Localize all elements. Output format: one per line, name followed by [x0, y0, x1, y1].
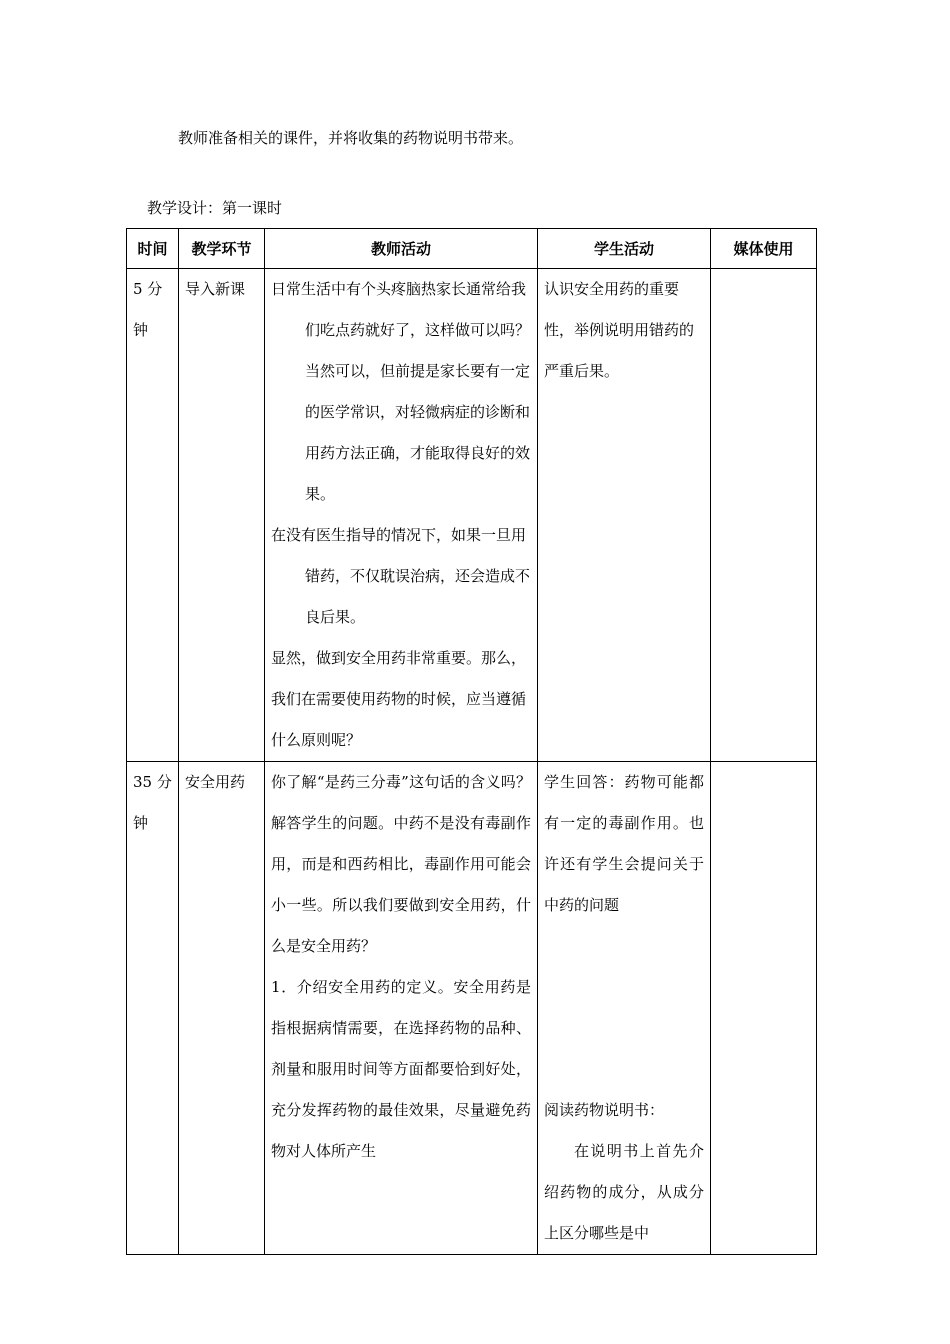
- header-media: 媒体使用: [711, 229, 817, 269]
- table-header-row: [127, 229, 817, 269]
- teacher-paragraph: 你了解“是药三分毒”这句话的含义吗？解答学生的问题。中药不是没有毒副作用，而是和西药相比，毒副作用可能会小一些。所以我们要做到安全用药，什么是安全用药？: [271, 773, 531, 955]
- teacher-paragraph: 1．介绍安全用药的定义。安全用药是指根据病情需要，在选择药物的品种、剂量和服用时间等方面都要恰到好处，充分发挥药物的最佳效果，尽量避免药物对人体所产生: [271, 978, 531, 1160]
- media-cell: [711, 269, 817, 762]
- table-row: [127, 762, 817, 1255]
- spacer: [544, 926, 704, 1090]
- time-cell: 5 分钟: [127, 269, 179, 762]
- student-activity-cell: [538, 269, 711, 762]
- teacher-activity-cell: [265, 762, 538, 1255]
- design-title: 教学设计：第一课时: [147, 199, 283, 217]
- teacher-paragraph: 显然，做到安全用药非常重要。那么，我们在需要使用药物的时候，应当遵循什么原则呢？: [271, 649, 527, 749]
- stage-cell: 安全用药: [179, 762, 265, 1255]
- student-paragraph: 在说明书上首先介绍药物的成分，从成分上区分哪些是中: [544, 1142, 704, 1242]
- teacher-paragraph: 日常生活中有个头疼脑热家长通常给我们吃点药就好了，这样做可以吗？当然可以，但前提是家长要有一定的医学常识，对轻微病症的诊断和用药方法正确，才能取得良好的效果。: [271, 280, 531, 503]
- student-paragraph: 阅读药物说明书：: [544, 1101, 665, 1119]
- preparation-text: 教师准备相关的课件，并将收集的药物说明书带来。: [178, 129, 524, 147]
- student-activity-cell: [538, 762, 711, 1255]
- header-time: 时间: [127, 229, 179, 269]
- time-cell: 35 分钟: [127, 762, 179, 1255]
- student-paragraph: 学生回答：药物可能都有一定的毒副作用。也许还有学生会提问关于中药的问题: [544, 773, 704, 914]
- table-row: [127, 269, 817, 762]
- student-paragraph: 认识安全用药的重要性，举例说明用错药的严重后果。: [544, 280, 695, 380]
- media-cell: [711, 762, 817, 1255]
- lesson-plan-table: [126, 228, 817, 1255]
- teacher-activity-cell: [265, 269, 538, 762]
- header-teacher-activity: 教师活动: [265, 229, 538, 269]
- stage-cell: 导入新课: [179, 269, 265, 762]
- header-student-activity: 学生活动: [538, 229, 711, 269]
- header-stage: 教学环节: [179, 229, 265, 269]
- teacher-paragraph: 在没有医生指导的情况下，如果一旦用错药，不仅耽误治病，还会造成不良后果。: [271, 526, 531, 626]
